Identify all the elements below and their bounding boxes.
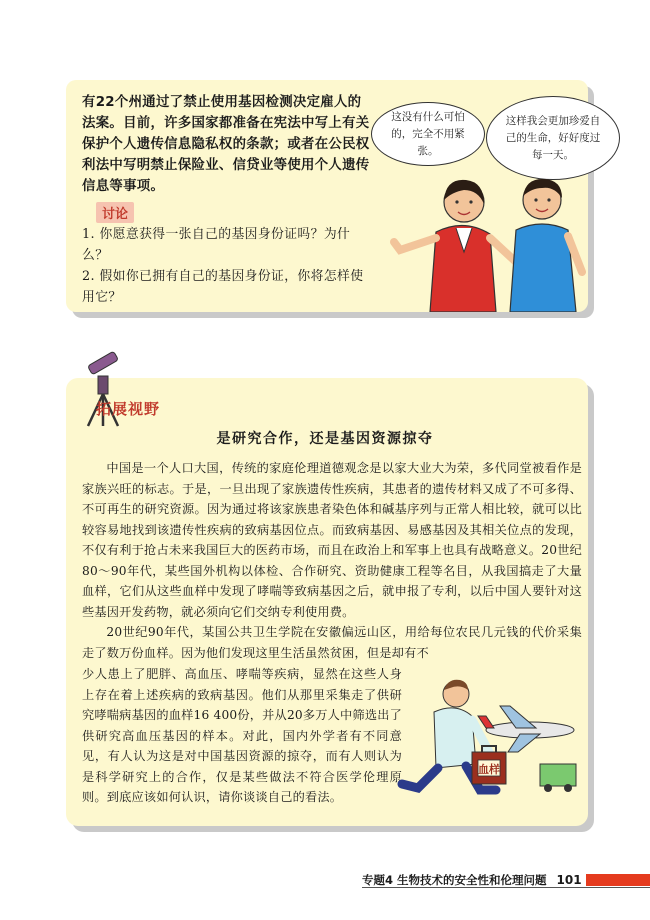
article-title: 是研究合作，还是基因资源掠夺 [216, 431, 434, 447]
speech-bubble-boy-text: 这样我会更加珍爱自己的生命，好好度过每一天。 [505, 114, 601, 161]
genetic-privacy-text: 有22个州通过了禁止使用基因检测决定雇人的法案。目前，许多国家都准备在宪法中写上有关保护个人遗传信息隐私权的条款；或者在公民权利法中写明禁止保险业、信贷业等使用个人遗传信息等事项。 [82, 95, 370, 194]
paragraph-1: 中国是一个人口大国，传统的家庭伦理道德观念是以家大业大为荣，多代同堂被看作是家族兴旺的标志。于是，一旦出现了家族遗传性疾病，其患者的遗传材料又成了不可多得、不可再生的研究资源。因为通过将该家族患者染色体和碱基序列与正常人相比较，就可以比较容易地找到该遗传性疾病的致病基因位点。而致病基因、易感基因及其相关位点的发现，不仅有利于抢占未来我国巨大的医药市场，而且在政治上和军事上也具有战略意义。20世纪80～90年代，某些国外机构以体检、合作研究、资助健康工程等名目，从我国搞走了大量血样，它们从这些血样中发现了哮喘等致病基因之后，就申报了专利，以后中国人要针对这些基因开发药物，就必须向它们交纳专利使用费。 [82, 461, 582, 619]
top-info-box [66, 80, 601, 312]
paragraph-3: 少人患上了肥胖、高血压、哮喘等疾病，显然在这些人身上存在着上述疾病的致病基因。他们从那里采集走了供研究哮喘病基因的血样16 400份，并从20多万人中筛选出了供研究高血压基因的样本。对此，国内外学者有不同意见，有人认为这是对中国基因资源的掠夺，而有人则认为是科学研究上的合作，仅是某些做法不符合医学伦理原则。到底应该如何认识，请你谈谈自己的看法。 [82, 667, 402, 804]
footer-red-bar [586, 874, 650, 886]
discussion-label: 讨论 [96, 202, 134, 223]
researcher-svg [390, 672, 585, 800]
researcher-running-illustration [390, 672, 585, 800]
page-number: 101 [556, 873, 582, 887]
chapter-title: 专题4 生物技术的安全性和伦理问题 [362, 873, 547, 887]
discussion-question-2: 2. 假如你已拥有自己的基因身份证，你将怎样使用它？ [82, 269, 364, 305]
discussion-question-1: 1. 你愿意获得一张自己的基因身份证吗？为什么？ [82, 227, 351, 263]
section-label: 拓展视野 [96, 400, 161, 418]
paragraph-2: 20世纪90年代，某国公共卫生学院在安徽偏远山区，用给每位农民几元钱的代价采集走了数万份血样。因为他们发现这里生活虽然贫困，但是却有不 [82, 625, 582, 660]
footer-rule [362, 887, 650, 888]
speech-bubble-girl [371, 102, 485, 166]
girl-figure [394, 180, 516, 312]
page-footer [362, 872, 582, 888]
boy-figure [510, 179, 582, 312]
students-illustration [386, 172, 586, 312]
speech-bubble-boy [486, 96, 620, 180]
case-label: 血样 [478, 763, 500, 776]
speech-bubble-girl-text: 这没有什么可怕的，完全不用紧张。 [391, 110, 465, 157]
